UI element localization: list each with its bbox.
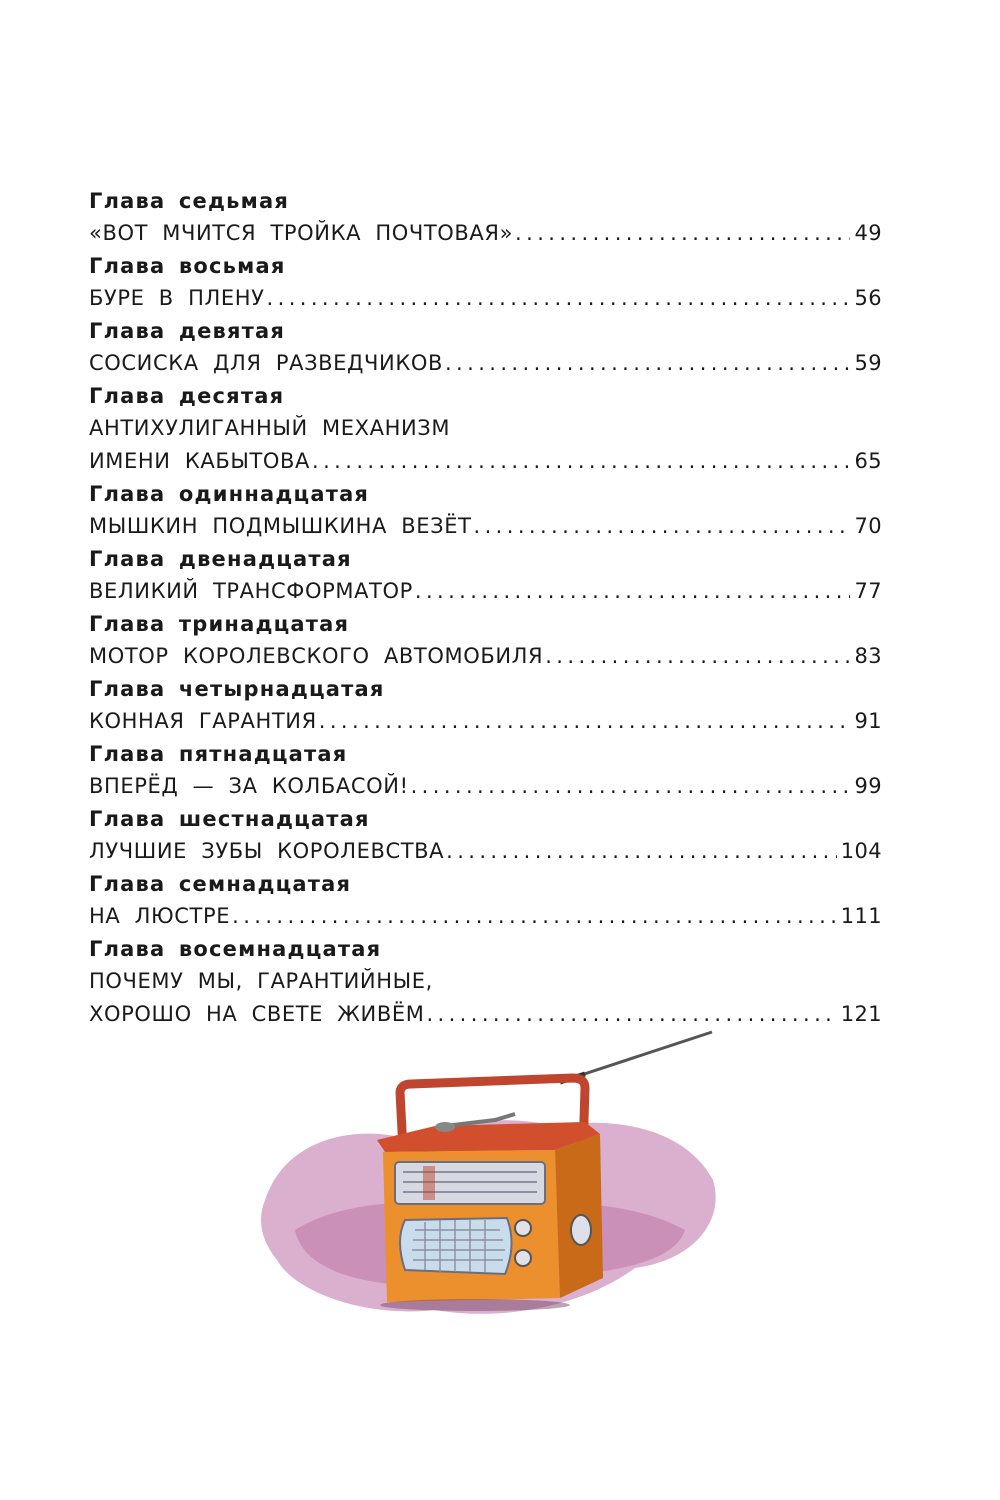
chapter-heading: Глава четырнадцатая [89,677,385,701]
chapter-title: ВПЕРЁД — ЗА КОЛБАСОЙ! [89,774,409,798]
chapter-title: «ВОТ МЧИТСЯ ТРОЙКА ПОЧТОВАЯ» [89,221,514,245]
chapter-title: ПОЧЕМУ МЫ, ГАРАНТИЙНЫЕ, [89,969,433,993]
chapter-heading: Глава одиннадцатая [89,482,370,506]
toc-entry [89,868,882,933]
chapter-title: КОННАЯ ГАРАНТИЯ [89,709,317,733]
chapter-heading: Глава седьмая [89,189,290,213]
chapter-title: БУРЕ В ПЛЕНУ [89,286,265,310]
dot-leader [474,510,851,543]
chapter-title-line [89,445,882,478]
dot-leader [319,705,851,738]
page-number: 83 [854,644,882,668]
page-number: 91 [854,709,882,733]
chapter-heading: Глава тринадцатая [89,612,350,636]
chapter-title-line [89,510,882,543]
toc-entry [89,185,882,250]
dot-leader [426,998,836,1031]
page-number: 121 [840,1002,882,1026]
page-number: 104 [840,839,882,863]
page-number: 49 [854,221,882,245]
chapter-title-line [89,998,882,1031]
chapter-heading: Глава десятая [89,384,285,408]
chapter-title: ВЕЛИКИЙ ТРАНСФОРМАТОР [89,579,413,603]
toc-entry [89,478,882,543]
dot-leader [312,445,850,478]
page-number: 111 [840,904,882,928]
chapter-title-line [89,835,882,868]
dot-leader [267,282,851,315]
dot-leader [515,217,850,250]
chapter-heading: Глава шестнадцатая [89,807,370,831]
toc-entry [89,250,882,315]
chapter-title: ХОРОШО НА СВЕТЕ ЖИВЁМ [89,1002,425,1026]
page-number: 77 [854,579,882,603]
chapter-title-line [89,900,882,933]
chapter-title-line [89,347,882,380]
chapter-heading: Глава восемнадцатая [89,937,382,961]
chapter-heading: Глава восьмая [89,254,286,278]
page-number: 59 [854,351,882,375]
table-of-contents [89,185,882,1031]
chapter-heading: Глава девятая [89,319,286,343]
chapter-title-line [89,412,882,445]
toc-entry [89,738,882,803]
chapter-heading: Глава семнадцатая [89,872,352,896]
toc-entry [89,933,882,1031]
chapter-title: ИМЕНИ КАБЫТОВА [89,449,311,473]
page-number: 99 [854,774,882,798]
chapter-title: СОСИСКА ДЛЯ РАЗВЕДЧИКОВ [89,351,443,375]
dot-leader [445,347,851,380]
toc-entry [89,673,882,738]
chapter-title-line [89,575,882,608]
chapter-title-line [89,282,882,315]
chapter-title-line [89,770,882,803]
dot-leader [232,900,837,933]
dot-leader [415,575,851,608]
chapter-heading: Глава двенадцатая [89,547,352,571]
dot-leader [411,770,851,803]
knob-top [515,1220,531,1236]
chapter-title-line [89,705,882,738]
chapter-title: АНТИХУЛИГАННЫЙ МЕХАНИЗМ [89,416,451,440]
chapter-title-line [89,965,882,998]
chapter-title: МЫШКИН ПОДМЫШКИНА ВЕЗЁТ [89,514,472,538]
chapter-heading: Глава пятнадцатая [89,742,348,766]
toc-entry [89,315,882,380]
chapter-title: ЛУЧШИЕ ЗУБЫ КОРОЛЕВСТВА [89,839,445,863]
toc-entry [89,380,882,478]
toc-entry [89,608,882,673]
chapter-title: МОТОР КОРОЛЕВСКОГО АВТОМОБИЛЯ [89,644,544,668]
toc-entry [89,803,882,868]
page-number: 70 [854,514,882,538]
radio-illustration [255,1030,725,1330]
radio-icon [255,1030,725,1330]
chapter-title-line [89,217,882,250]
side-knob [571,1215,591,1245]
page-number: 65 [854,449,882,473]
dot-leader [446,835,837,868]
knob-bottom [515,1250,531,1266]
toc-entry [89,543,882,608]
chapter-title: НА ЛЮСТРЕ [89,904,231,928]
tuning-panel [400,1218,512,1274]
chapter-title-line [89,640,882,673]
page-number: 56 [854,286,882,310]
dot-leader [545,640,850,673]
